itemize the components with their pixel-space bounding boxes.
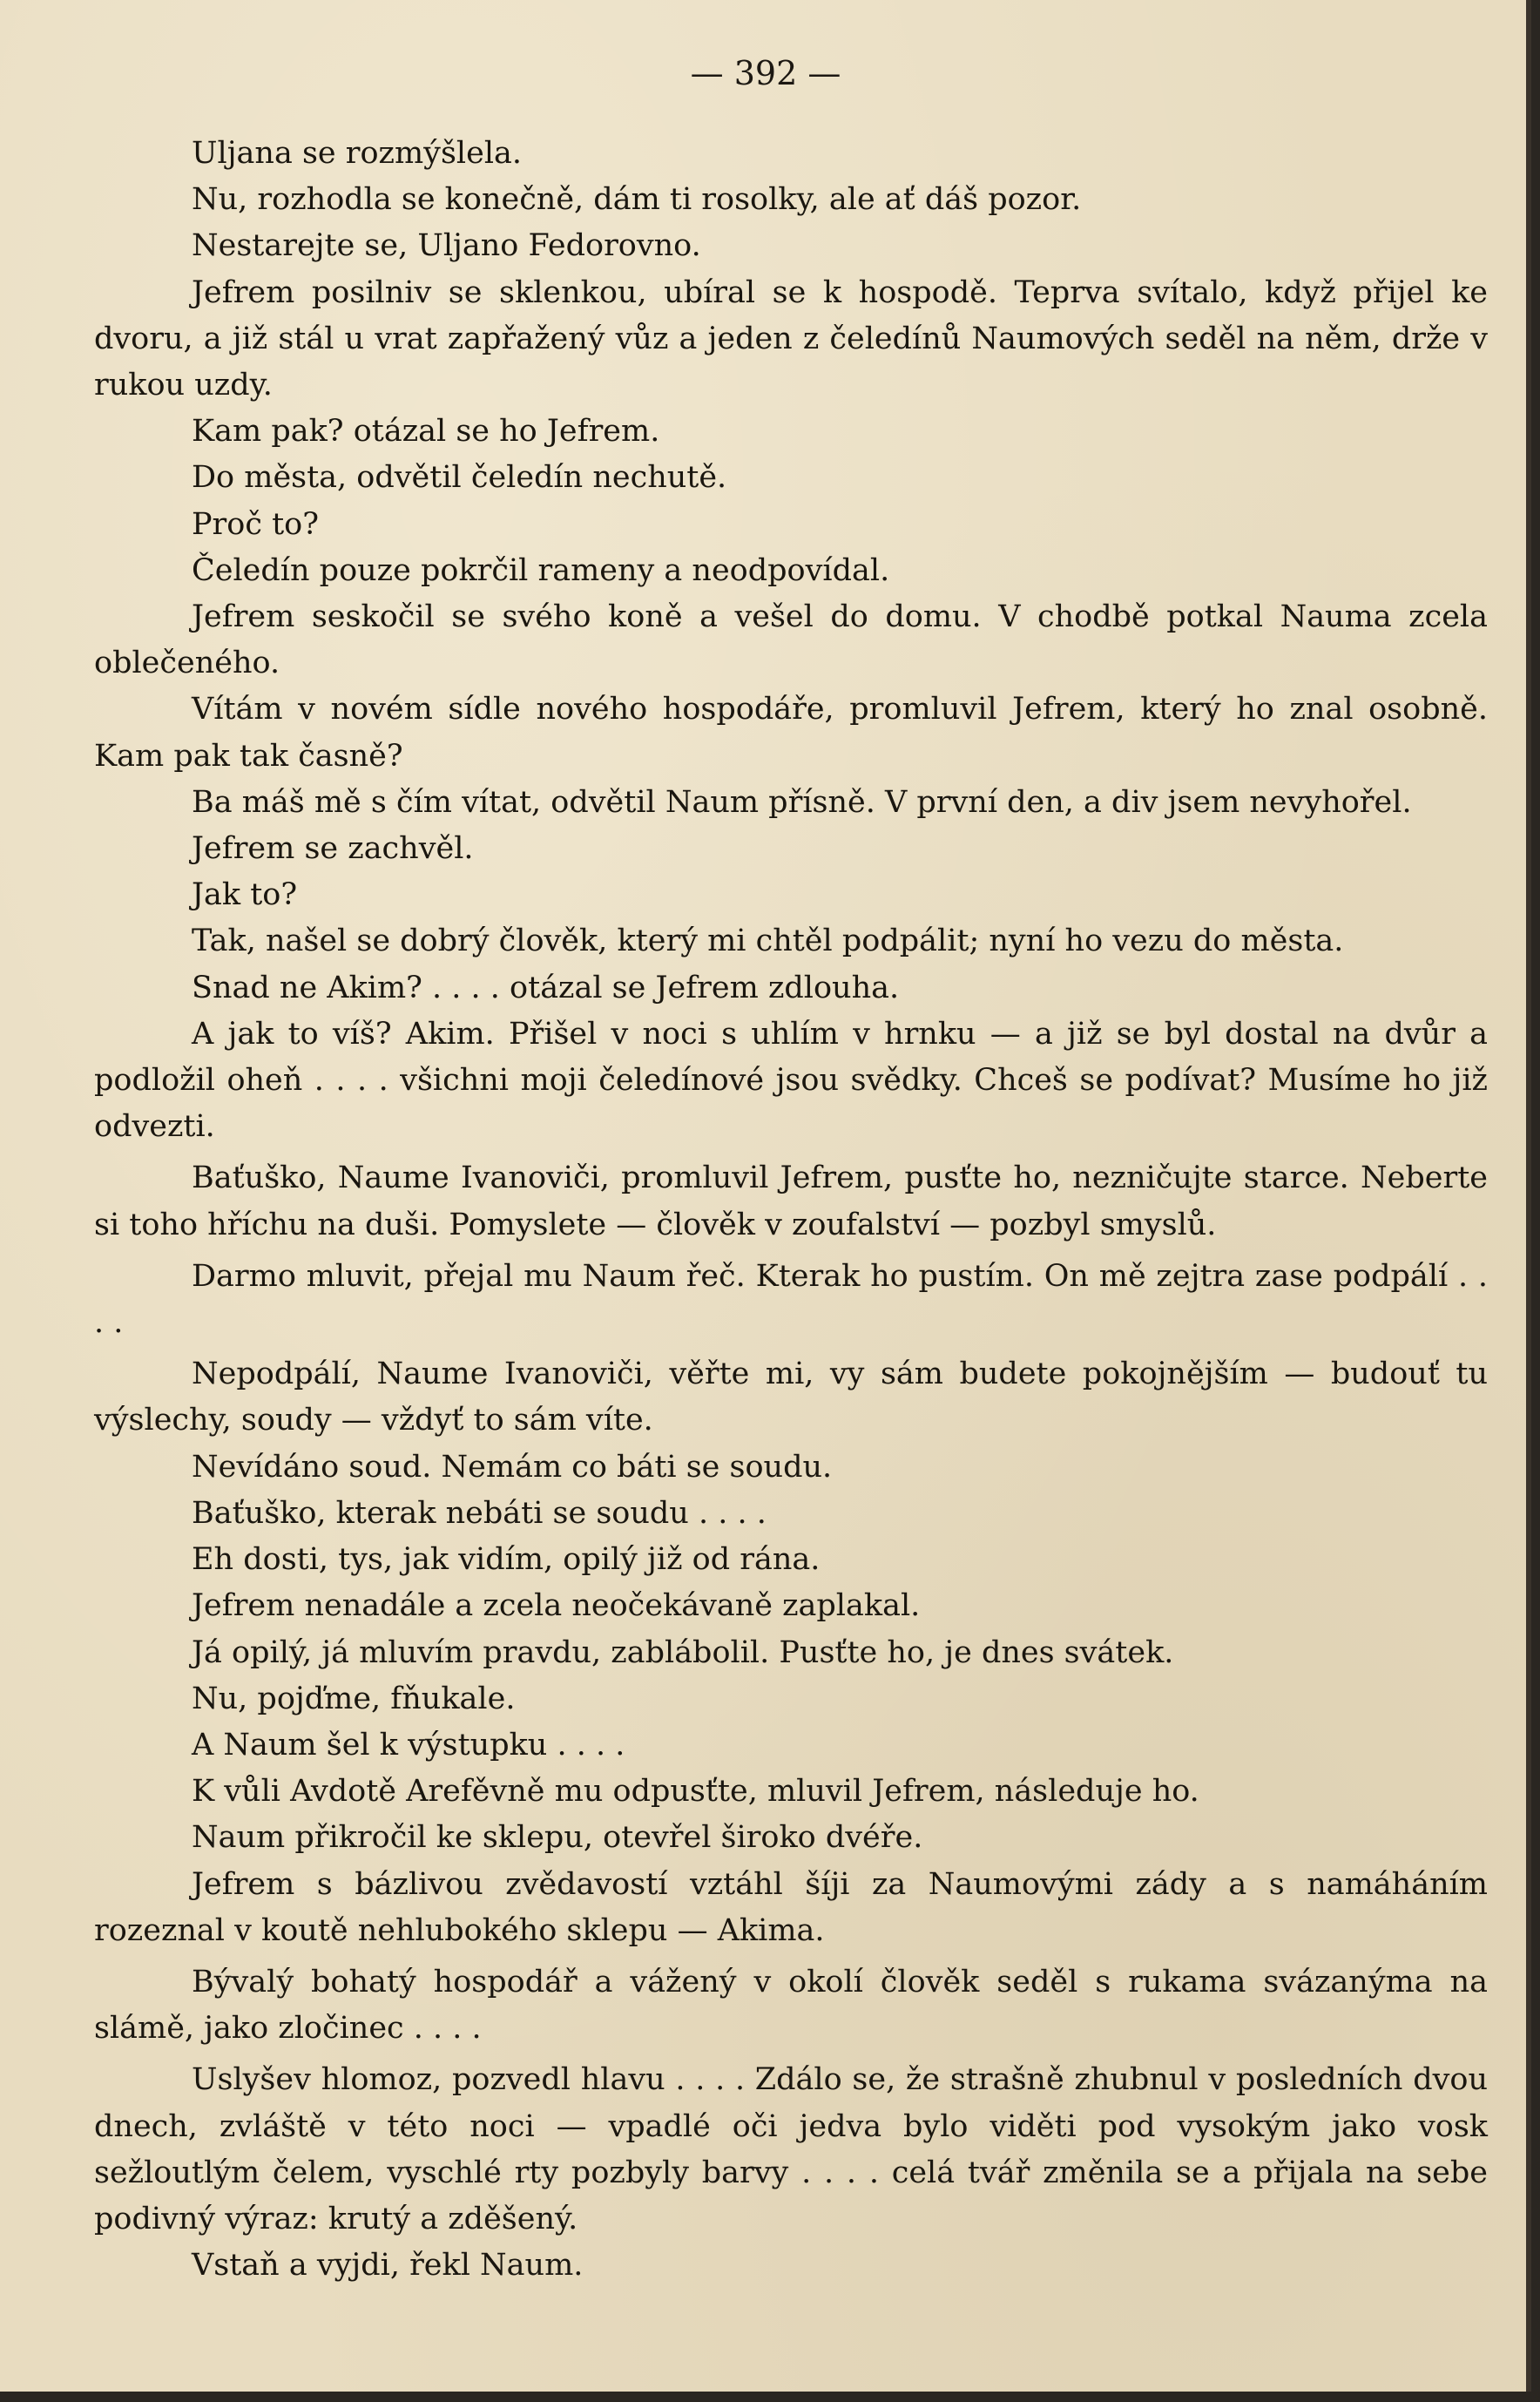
paragraph: Čeledín pouze pokrčil rameny a neodpovídal.: [192, 552, 890, 588]
paragraph: Jefrem se zachvěl.: [192, 831, 474, 867]
paragraph: Kam pak? otázal se ho Jefrem.: [192, 414, 660, 450]
paragraph: Jefrem posilniv se sklenkou, ubíral se k hospodě. Teprva svítalo, když přijel ke dvoru, a již stál u vrat zapřažený vůz a jeden z čeledínů Naumových seděl na něm, drže v rukou uzdy.: [94, 274, 1488, 403]
paragraph: Jefrem s bázlivou zvědavostí vztáhl šíji za Naumovými zády a s namáháním rozeznal v koutě nehlubokého sklepu — Akima.: [94, 1866, 1488, 1948]
paragraph: Nu, pojďme, fňukale.: [192, 1681, 516, 1716]
paragraph: Darmo mluvit, přejal mu Naum řeč. Kterak ho pustím. On mě zejtra zase podpálí . . . .: [94, 1258, 1488, 1341]
paragraph: Nevídáno soud. Nemám co báti se soudu.: [192, 1449, 833, 1485]
paragraph: Jefrem nenadále a zcela neočekávaně zaplakal.: [192, 1588, 921, 1624]
paragraph: Eh dosti, tys, jak vidím, opilý již od rána.: [192, 1542, 821, 1578]
paragraph: Jefrem seskočil se svého koně a vešel do domu. V chodbě potkal Nauma zcela oblečeného.: [94, 599, 1488, 681]
paragraph: Vstaň a vyjdi, řekl Naum.: [192, 2248, 584, 2284]
paragraph: A jak to víš? Akim. Přišel v noci s uhlím v hrnku — a již se byl dostal na dvůr a podložil oheň . . . . všichni moji čeledínové jsou svědky. Chceš se podívat? Musíme ho již odvezti.: [94, 1016, 1488, 1145]
paragraph: Bývalý bohatý hospodář a vážený v okolí člověk seděl s rukama svázanýma na slámě, jako zločinec . . . .: [94, 1964, 1488, 2047]
paragraph: Snad ne Akim? . . . . otázal se Jefrem zdlouha.: [192, 970, 900, 1005]
paragraph: Jak to?: [192, 877, 298, 913]
paragraph: Proč to?: [192, 506, 319, 542]
paragraph: Baťuško, Naume Ivanoviči, promluvil Jefrem, pusťte ho, nezničujte starce. Neberte si toho hříchu na duši. Pomyslete — člověk v zoufalství — pozbyl smyslů.: [94, 1160, 1488, 1242]
paragraph: Uljana se rozmýšlela.: [192, 136, 523, 171]
paragraph: Nu, rozhodla se konečně, dám ti rosolky, ale ať dáš pozor.: [192, 182, 1082, 218]
body-text: [94, 131, 1488, 2289]
paragraph: Baťuško, kterak nebáti se soudu . . . .: [192, 1495, 767, 1531]
paragraph: Naum přikročil ke sklepu, otevřel široko dvéře.: [192, 1820, 923, 1856]
paragraph: K vůli Avdotě Arefěvně mu odpusťte, mluvil Jefrem, následuje ho.: [192, 1774, 1199, 1810]
paragraph: Já opilý, já mluvím pravdu, zablábolil. Pusťte ho, je dnes svátek.: [192, 1634, 1174, 1670]
page-number: — 392 —: [690, 54, 841, 92]
paragraph: Nestarejte se, Uljano Fedorovno.: [192, 228, 701, 264]
paragraph: Uslyšev hlomoz, pozvedl hlavu . . . . Zdálo se, že strašně zhubnul v posledních dvou dnech, zvláště v této noci — vpadlé oči jedva bylo viděti pod vysokým jako vosk sežloutlým čelem, vyschlé rty pozbyly barvy . . . . celá tvář změnila se a přijala na sebe podivný výraz: krutý a zděšený.: [94, 2062, 1488, 2236]
paragraph: Nepodpálí, Naume Ivanoviči, věřte mi, vy sám budete pokojnějším — budouť tu výslechy, soudy — vždyť to sám víte.: [94, 1357, 1488, 1438]
paragraph: Tak, našel se dobrý člověk, který mi chtěl podpálit; nyní ho vezu do města.: [192, 924, 1344, 959]
paragraph: A Naum šel k výstupku . . . .: [192, 1727, 625, 1763]
paragraph: Vítám v novém sídle nového hospodáře, promluvil Jefrem, který ho znal osobně. Kam pak tak časně?: [94, 692, 1488, 774]
paragraph: Do města, odvětil čeledín nechutě.: [192, 460, 727, 496]
paragraph: Ba máš mě s čím vítat, odvětil Naum přísně. V první den, a div jsem nevyhořel.: [192, 784, 1412, 820]
